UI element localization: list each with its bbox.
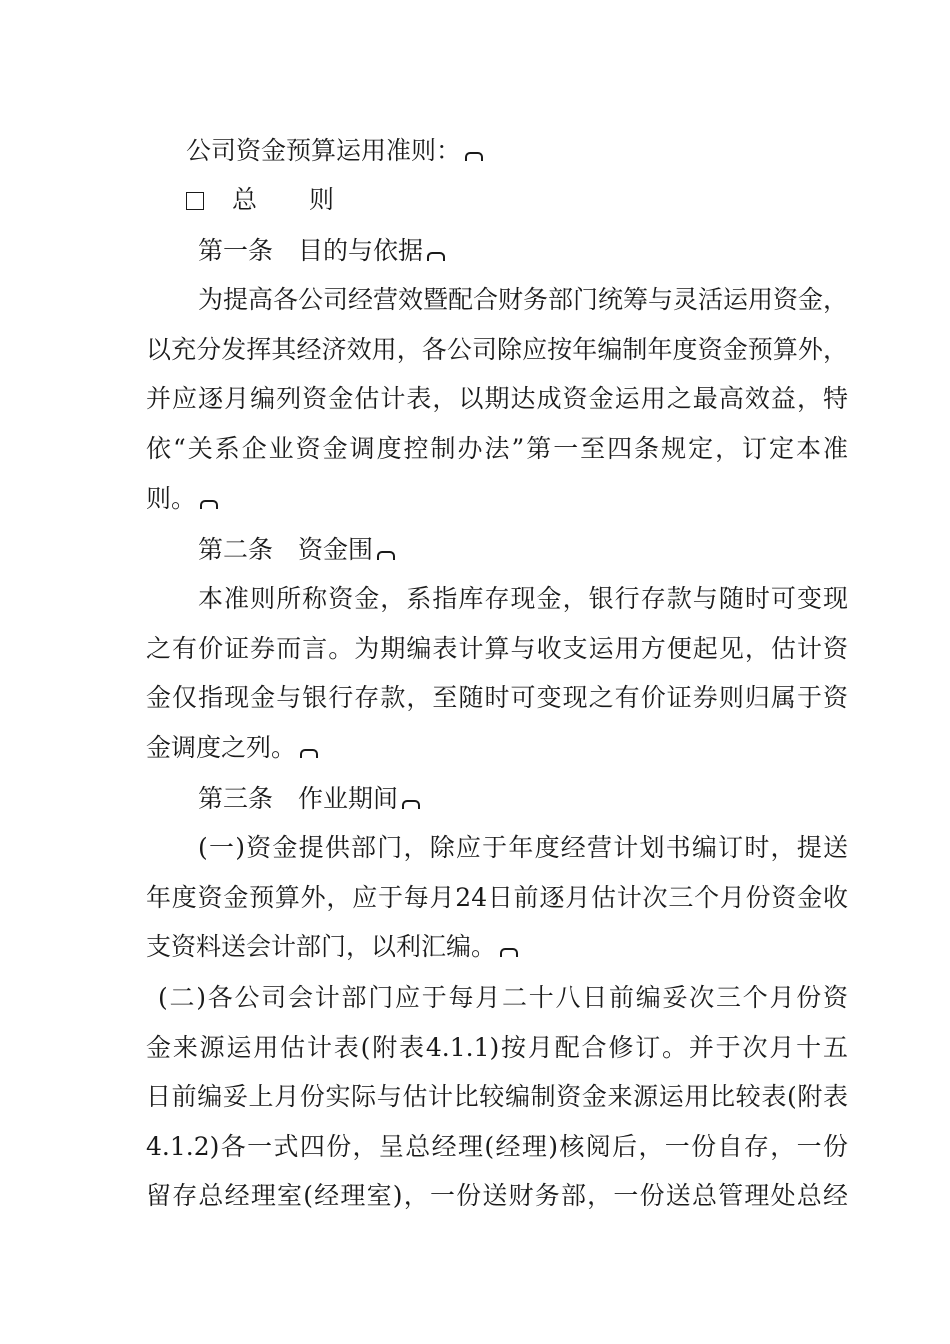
- article-2-line: 之有价证券而言。为期编表计算与收支运用方便起见，估计资: [146, 634, 848, 663]
- article-3-item-2-line: 留存总经理室(经理室)，一份送财务部，一份送总管理处总经: [146, 1181, 848, 1210]
- checkbox-square-icon: [186, 192, 204, 210]
- article-1-line: 依“关系企业资金调度控制办法”第一至四条规定，订定本准: [146, 434, 848, 463]
- article-3-item-1-line: 支资料送会计部门，以利汇编。: [146, 931, 518, 963]
- article-1-line: 为提高各公司经营效暨配合财务部门统筹与灵活运用资金，: [198, 285, 849, 314]
- paragraph-mark-icon: [402, 800, 420, 809]
- article-2-line: 金调度之列。: [146, 732, 318, 764]
- article-3-item-2-line: (二)各公司会计部门应于每月二十八日前编妥次三个月份资: [158, 983, 848, 1012]
- article-3-heading: 第三条 作业期间: [198, 783, 420, 815]
- article-3-item-2-line: 日前编妥上月份实际与估计比较编制资金来源运用比较表(附表: [146, 1082, 848, 1111]
- article-2-heading: 第二条 资金围: [198, 534, 395, 566]
- paragraph-mark-icon: [465, 152, 483, 161]
- article-3-item-1-line: 年度资金预算外，应于每月24日前逐月估计次三个月份资金收: [146, 883, 848, 912]
- paragraph-mark-icon: [377, 551, 395, 560]
- article-1-line: 以充分发挥其经济效用，各公司除应按年编制年度资金预算外，: [146, 335, 848, 364]
- article-1-line: 并应逐月编列资金估计表，以期达成资金运用之最高效益，特: [146, 384, 848, 413]
- article-3-item-1-line: (一)资金提供部门，除应于年度经营计划书编订时，提送: [198, 833, 848, 862]
- article-3-item-2-line: 金来源运用估计表(附表4.1.1)按月配合修订。并于次月十五: [146, 1033, 848, 1062]
- paragraph-mark-icon: [500, 948, 518, 957]
- article-1-heading: 第一条 目的与依据: [198, 235, 445, 267]
- paragraph-mark-icon: [300, 749, 318, 758]
- article-2-line: 本准则所称资金，系指库存现金，银行存款与随时可变现: [198, 584, 848, 613]
- article-3-item-2-line: 4.1.2)各一式四份，呈总经理(经理)核阅后，一份自存，一份: [146, 1132, 848, 1161]
- paragraph-mark-icon: [427, 252, 445, 261]
- section-heading: 总 则: [186, 184, 334, 216]
- paragraph-mark-icon: [200, 500, 218, 509]
- article-1-line: 则。: [146, 483, 218, 515]
- article-2-line: 金仅指现金与银行存款，至随时可变现之有价证券则归属于资: [146, 683, 848, 712]
- document-title: 公司资金预算运用准则：: [186, 135, 483, 167]
